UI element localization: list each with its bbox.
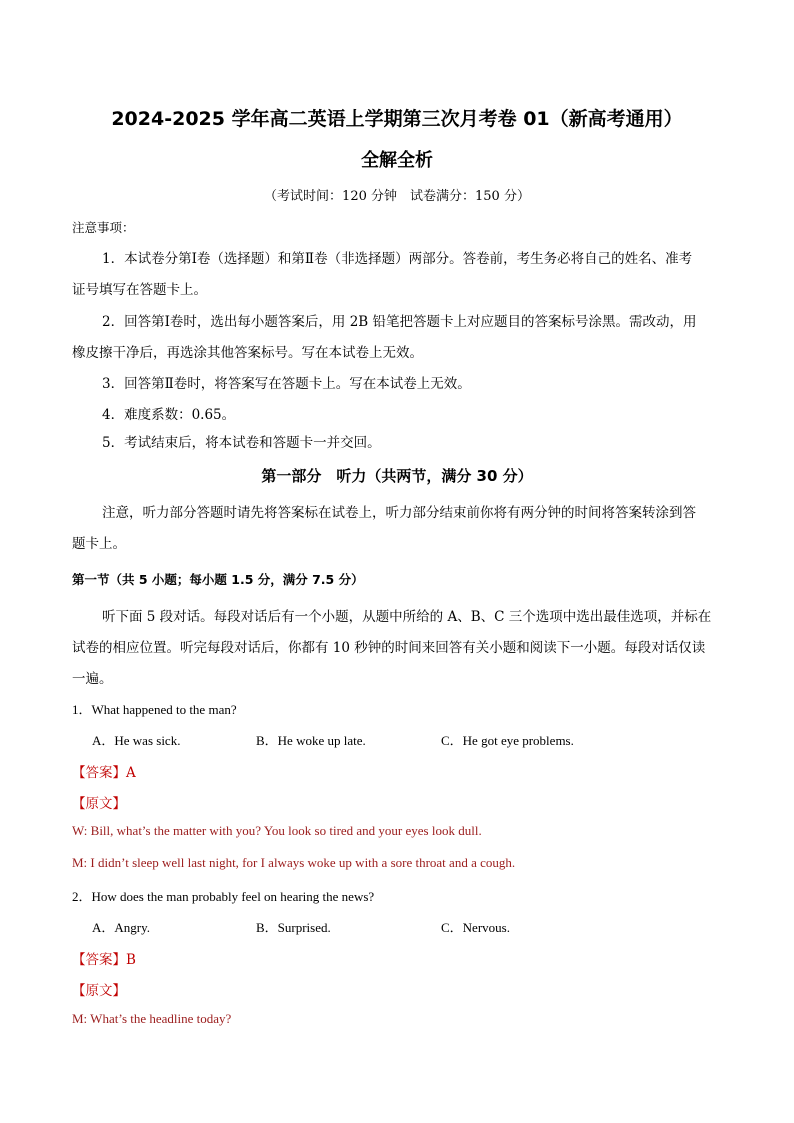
notice-item-4: 4．难度系数：0.65。 [102, 407, 236, 423]
notice-item-2-cont: 橡皮擦干净后，再选涂其他答案标号。写在本试卷上无效。 [72, 345, 423, 361]
question-1-option-c: C．He got eye problems. [441, 733, 574, 748]
question-1-answer [72, 761, 136, 781]
notice-item-1: 1．本试卷分第Ⅰ卷（选择题）和第Ⅱ卷（非选择题）两部分。答卷前，考生务必将自己的姓名、准考 [102, 251, 693, 267]
notice-item-5: 5．考试结束后，将本试卷和答题卡一并交回。 [102, 435, 381, 451]
question-2-answer [72, 948, 136, 968]
question-2-option-b: B．Surprised. [256, 920, 331, 935]
question-1-transcript-line-2: M: I didn’t sleep well last night, for I always woke up with a sore throat and a cough. [72, 855, 516, 870]
question-2-option-c: C．Nervous. [441, 920, 510, 935]
question-1-transcript-line-1: W: Bill, what’s the matter with you? You look so tired and your eyes look dull. [72, 823, 482, 838]
answer-value: B [126, 952, 136, 968]
answer-value: A [126, 765, 136, 781]
question-1-transcript-label: 【原文】 [72, 796, 126, 812]
question-1-stem: 1．What happened to the man? [72, 702, 237, 717]
question-2-option-a: A．Angry. [92, 920, 151, 935]
answer-label: 【答案】 [72, 952, 126, 968]
part1-note-cont: 题卡上。 [72, 536, 126, 552]
section1-intro-cont: 试卷的相应位置。听完每段对话后，你都有 10 秒钟的时间来回答有关小题和阅读下一小题。每段对话仅读 [72, 640, 706, 656]
notice-heading: 注意事项： [72, 220, 135, 235]
notice-item-3: 3．回答第Ⅱ卷时，将答案写在答题卡上。写在本试卷上无效。 [102, 376, 471, 392]
question-1-option-a: A．He was sick. [92, 733, 181, 748]
notice-item-2: 2．回答第Ⅰ卷时，选出每小题答案后，用 2B 铅笔把答题卡上对应题目的答案标号涂黑。需改动，用 [102, 314, 697, 330]
notice-item-1-cont: 证号填写在答题卡上。 [72, 282, 207, 298]
part1-heading: 第一部分 听力（共两节，满分 30 分） [261, 467, 533, 485]
question-1-option-b: B．He woke up late. [256, 733, 366, 748]
exam-info: （考试时间：120 分钟 试卷满分：150 分） [264, 189, 530, 204]
question-2-stem: 2．How does the man probably feel on hearing the news? [72, 889, 375, 904]
question-2-transcript-label: 【原文】 [72, 983, 126, 999]
question-2-transcript-line-1: M: What’s the headline today? [72, 1011, 232, 1026]
part1-note: 注意，听力部分答题时请先将答案标在试卷上，听力部分结束前你将有两分钟的时间将答案转涂到答 [102, 505, 696, 521]
section1-heading: 第一节（共 5 小题；每小题 1.5 分，满分 7.5 分） [72, 572, 364, 587]
section1-intro: 听下面 5 段对话。每段对话后有一个小题，从题中所给的 A、B、C 三个选项中选出最佳选项，并标在 [102, 609, 712, 625]
section1-intro-cont2: 一遍。 [72, 671, 113, 687]
page-title: 2024-2025 学年高二英语上学期第三次月考卷 01（新高考通用） [111, 108, 683, 130]
page-subtitle: 全解全析 [361, 150, 433, 171]
answer-label: 【答案】 [72, 765, 126, 781]
